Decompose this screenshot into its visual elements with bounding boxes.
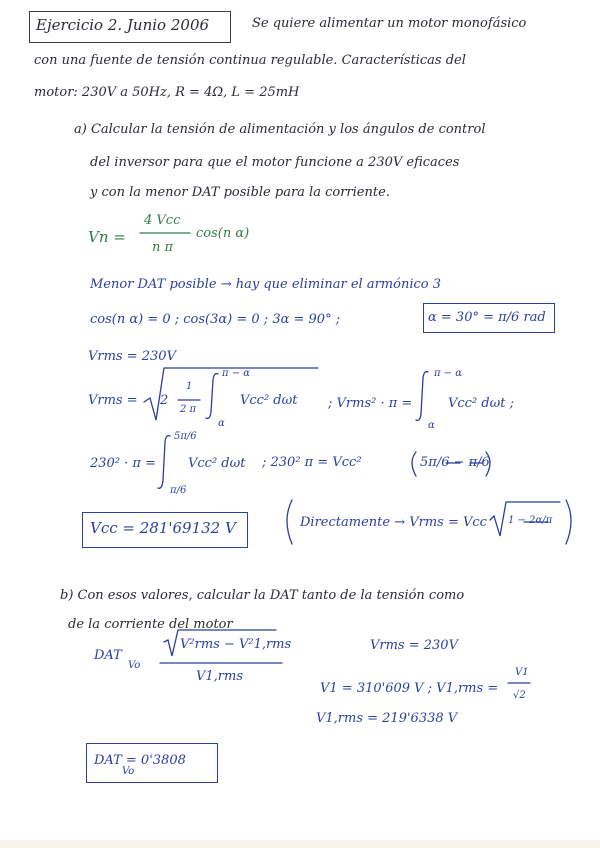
vcc-result: Vcc = 281'69132 V: [90, 519, 236, 537]
dat-result-sub: Vo: [122, 766, 135, 777]
rms-coef-den: 2 π: [180, 404, 197, 415]
rms-right-lhs: ; Vrms² · π =: [328, 396, 413, 411]
direct-root: 1 − 2α/π: [508, 515, 553, 526]
direct-right-paren: [566, 500, 571, 544]
alpha-result: α = 30° = π/6 rad: [428, 310, 546, 325]
v1-frac-den: √2: [513, 690, 526, 701]
part-b-question-2: de la corriente del motor: [68, 617, 233, 632]
harmonic-note: Menor DAT posible → hay que eliminar el armónico 3: [90, 277, 441, 292]
v1-frac-num: V1: [515, 667, 529, 678]
part-a-question-2: del inversor para que el motor funcione a 230V eficaces: [90, 155, 460, 170]
dat-root-sign: [164, 630, 276, 656]
rms-right-integral-sign: [416, 372, 428, 421]
vrms-value: Vrms = 230V: [88, 349, 176, 364]
exercise-title: Ejercicio 2. Junio 2006: [36, 16, 210, 34]
rms-root-sign: [144, 368, 318, 420]
rms-right-integrand: Vcc² dωt ;: [448, 396, 514, 411]
page-bottom-edge: [0, 840, 600, 848]
eq3-right-paren: [486, 452, 490, 476]
rms-lower-limit: α: [218, 418, 225, 429]
direct-root-sign: [490, 502, 560, 536]
v-rms-b: Vrms = 230V: [370, 638, 458, 653]
dat-lhs: DAT: [94, 648, 122, 663]
intro-line-1: Se quiere alimentar un motor monofásico: [252, 16, 527, 31]
eq3-upper: 5π/6: [174, 431, 197, 442]
eq3-integral-sign: [158, 436, 170, 489]
intro-line-2: con una fuente de tensión continua regulable. Características del: [34, 53, 466, 68]
rms-lhs: Vrms =: [88, 393, 138, 408]
eq3-lower: π/6: [170, 485, 187, 496]
part-a-question-1: a) Calcular la tensión de alimentación y los ángulos de control: [74, 122, 486, 137]
rms-two: 2: [160, 393, 169, 408]
rms-right-upper: π − α: [434, 368, 463, 379]
eq3-right: ; 230² π = Vcc²: [262, 455, 362, 470]
fourier-cos: cos(n α): [196, 226, 250, 241]
intro-line-3: motor: 230V a 50Hz, R = 4Ω, L = 25mH: [34, 85, 300, 100]
dat-numerator: V²rms − V²1,rms: [180, 637, 292, 652]
fourier-lhs: Vn =: [88, 228, 126, 246]
v1-rms-value: V1,rms = 219'6338 V: [316, 711, 458, 726]
rms-upper-limit: π − α: [222, 368, 251, 379]
rms-integral-sign: [206, 374, 218, 419]
eq3-paren: 5π/6 − π/6: [420, 455, 490, 470]
part-a-question-3: y con la menor DAT posible para la corriente.: [90, 185, 390, 200]
part-b-question-1: b) Con esos valores, calcular la DAT tanto de la tensión como: [60, 588, 465, 603]
rms-right-lower: α: [428, 420, 435, 431]
eq3-lhs: 230² · π =: [90, 456, 156, 471]
rms-integrand: Vcc² dωt: [240, 393, 298, 408]
fourier-numerator: 4 Vcc: [144, 213, 181, 228]
direct-left-paren: [287, 500, 292, 544]
v1-value: V1 = 310'609 V ; V1,rms =: [320, 681, 499, 696]
rms-coef-num: 1: [186, 381, 193, 392]
direct-note: Directamente → Vrms = Vcc: [300, 515, 487, 530]
dat-lhs-sub: Vo: [128, 660, 141, 671]
dat-result: DAT = 0'3808: [94, 753, 186, 768]
angle-steps: cos(n α) = 0 ; cos(3α) = 0 ; 3α = 90° ;: [90, 312, 341, 327]
fourier-denominator: n π: [152, 240, 174, 255]
eq3-left-paren: [412, 452, 416, 476]
dat-denominator: V1,rms: [196, 669, 244, 684]
eq3-integrand: Vcc² dωt: [188, 456, 246, 471]
